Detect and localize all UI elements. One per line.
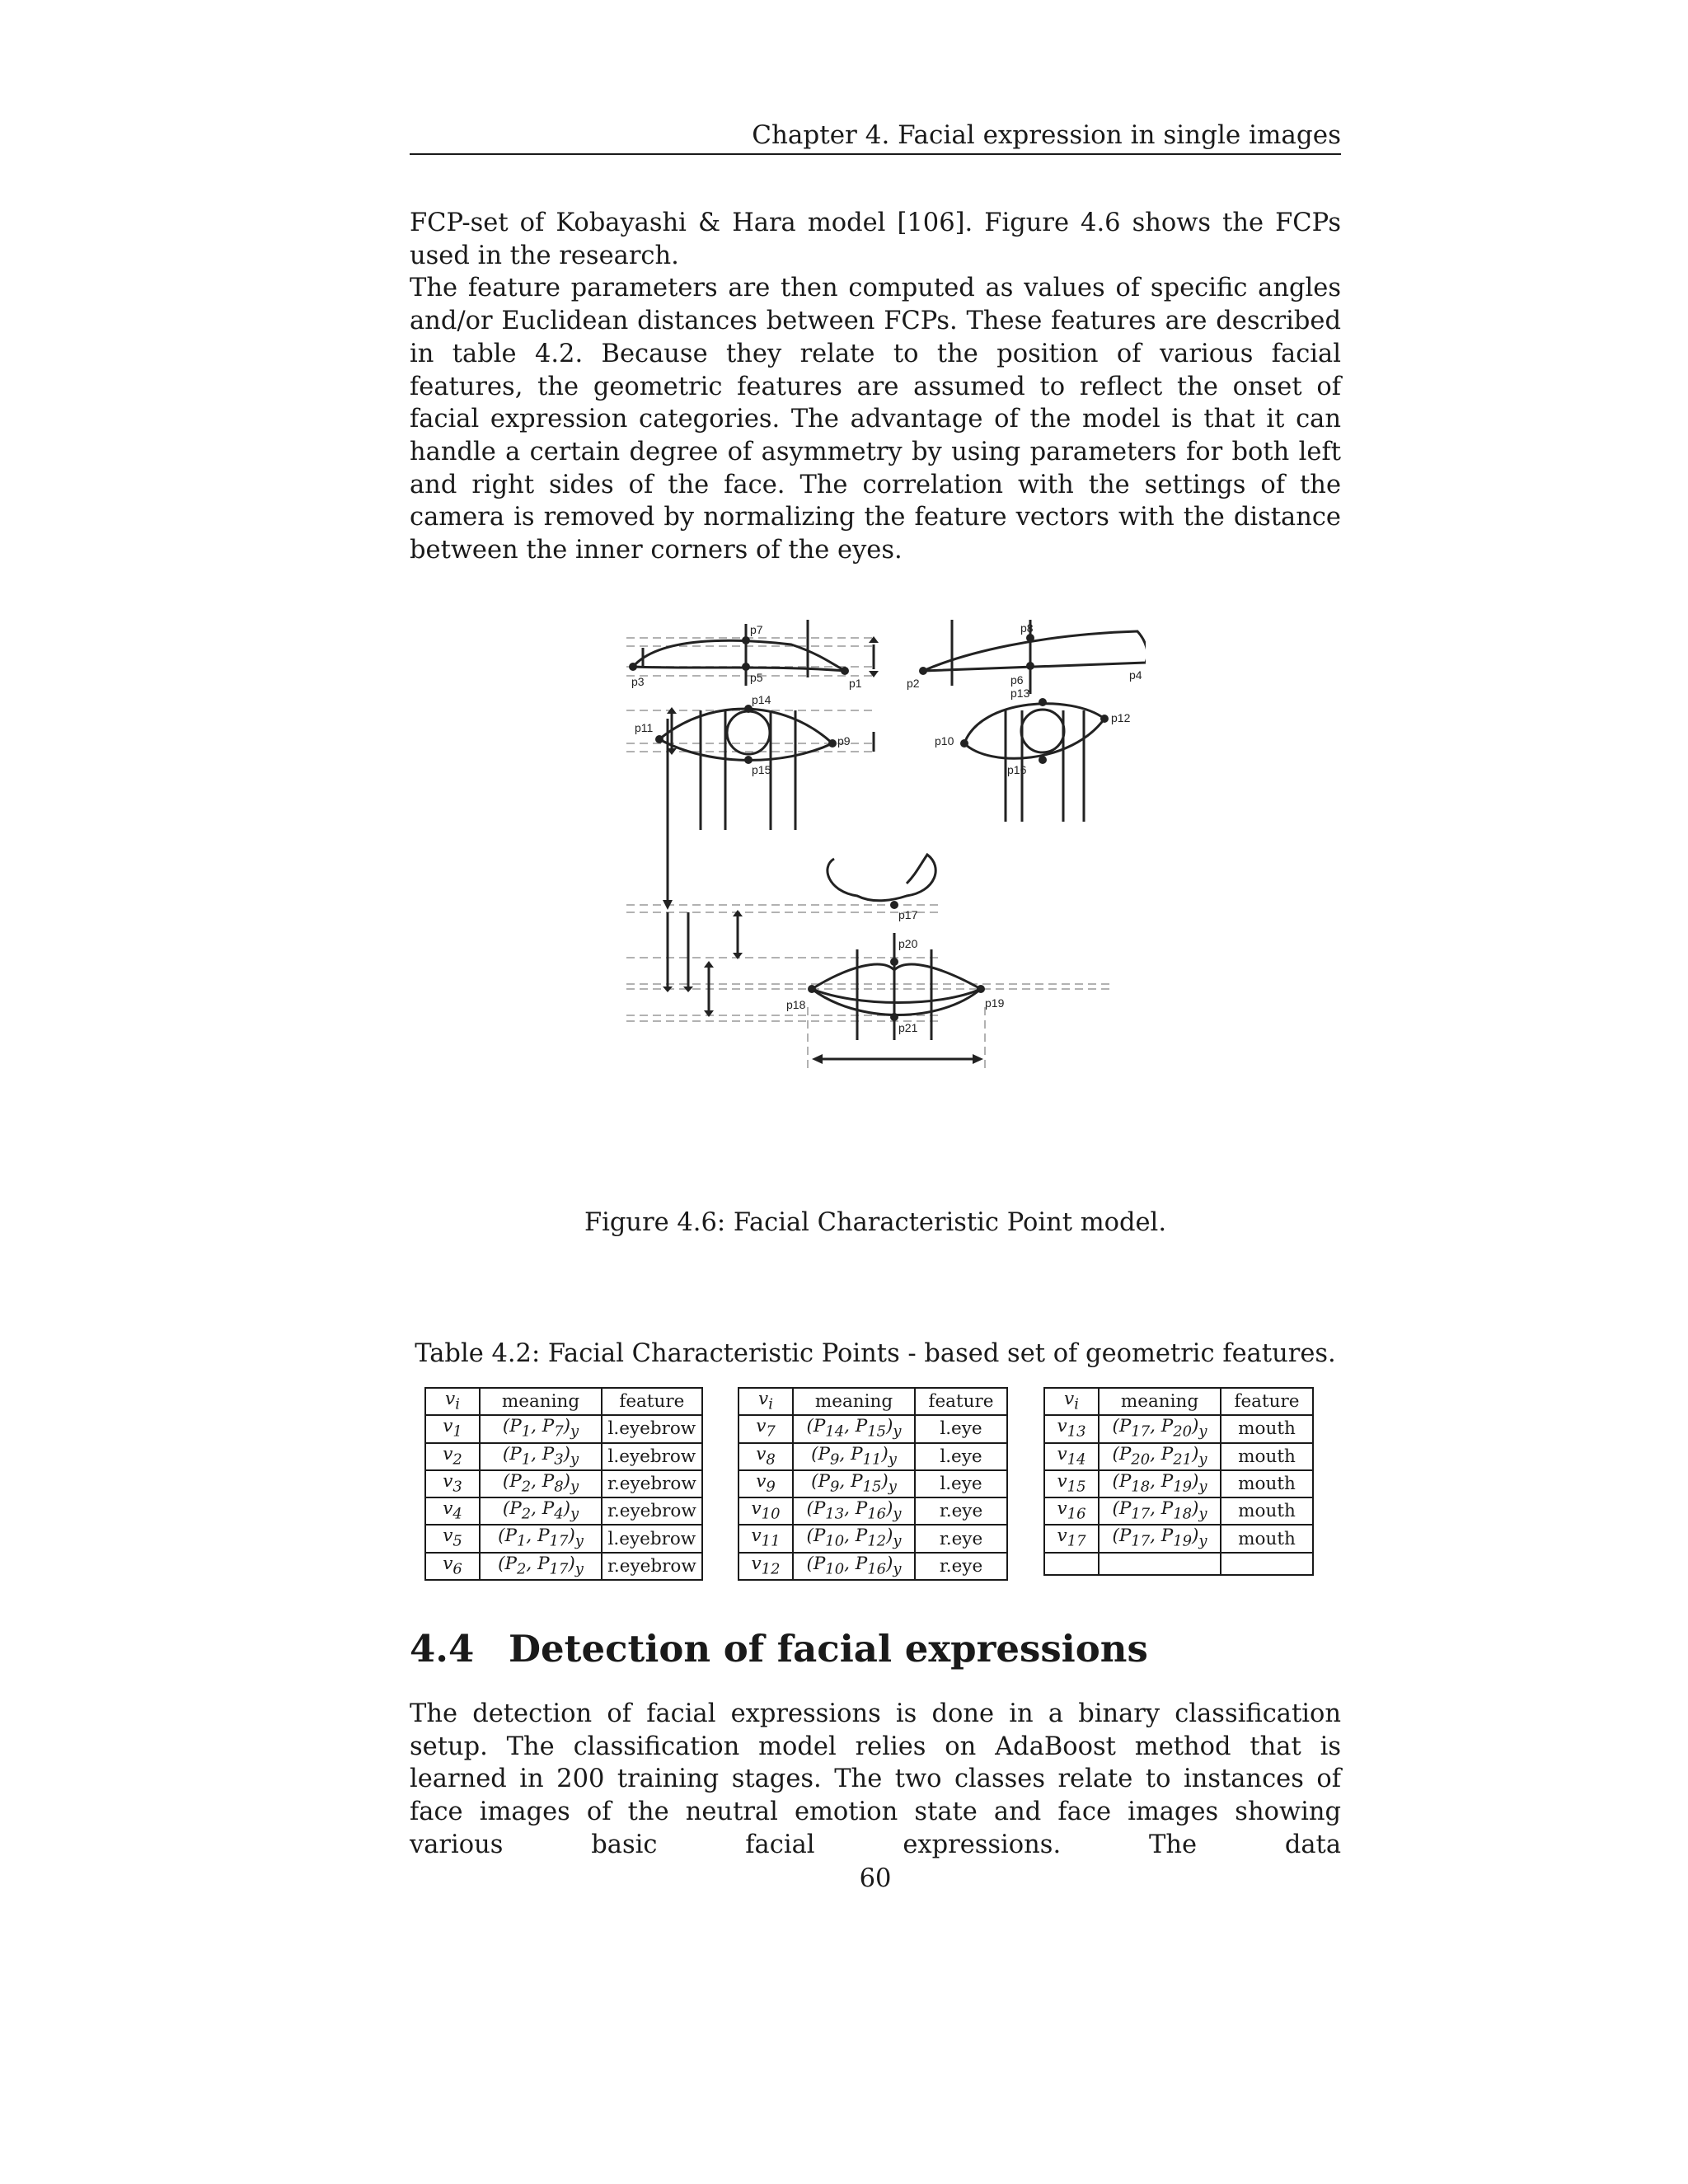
table-cell-meaning: ($P_{17}$, $P_{19})_y$ [1099,1525,1221,1552]
table-caption: Table 4.2: Facial Characteristic Points - based set of geometric features. [415,1339,1336,1368]
table-cell-feature: r.eye [915,1553,1007,1580]
table-header-cell: meaning [793,1388,915,1415]
table-cell-v: $v_{11}$ [738,1525,793,1552]
table-cell-v: $v_{16}$ [1044,1497,1099,1525]
table-row [1044,1443,1313,1470]
fcp-label: p20 [898,937,918,950]
table-cell-v: $v_7$ [738,1415,793,1442]
fcp-label: p8 [1020,621,1034,635]
feature-table-block-c [1043,1387,1314,1576]
fcp-label: p2 [907,677,920,690]
table-row [1044,1497,1313,1525]
table-cell-feature: l.eye [915,1443,1007,1470]
table-header-row [1044,1388,1313,1415]
section-title: Detection of facial expressions [509,1627,1148,1671]
fcp-label: p6 [1010,673,1024,687]
table-cell-feature: r.eye [915,1497,1007,1525]
table-row [425,1443,702,1470]
table-cell-meaning: ($P_{14}$, $P_{15})_y$ [793,1415,915,1442]
fcp-label: p19 [985,996,1005,1010]
table-row [738,1497,1007,1525]
fcp-label: p15 [752,763,771,776]
table-cell-v: $v_2$ [425,1443,480,1470]
table-cell-feature [1221,1553,1313,1575]
fcp-label: p3 [631,675,645,688]
table-row [738,1553,1007,1580]
fcp-label: p14 [752,693,771,706]
fcp-label: p1 [849,677,862,690]
fcp-label: p21 [898,1021,918,1034]
table-cell-feature: mouth [1221,1443,1313,1470]
table-cell-feature: mouth [1221,1525,1313,1552]
fcp-label: p7 [750,623,763,636]
fcp-label: p11 [635,721,654,734]
table-cell-v: $v_{17}$ [1044,1525,1099,1552]
page-number: 60 [859,1864,892,1893]
fcp-figure [610,620,1146,1081]
table-row [738,1470,1007,1497]
table-row [425,1470,702,1497]
fcp-label: p12 [1111,711,1131,724]
fcp-label: p18 [786,998,806,1011]
figure-caption: Figure 4.6: Facial Characteristic Point model. [584,1208,1167,1237]
table-cell-feature: mouth [1221,1497,1313,1525]
table-cell-meaning: ($P_{10}$, $P_{16})_y$ [793,1553,915,1580]
table-cell-feature: r.eyebrow [602,1553,702,1580]
table-row [425,1415,702,1442]
table-cell-v: $v_{13}$ [1044,1415,1099,1442]
table-cell-feature: mouth [1221,1470,1313,1497]
fcp-label: p13 [1010,687,1030,700]
table-row [425,1553,702,1580]
fcp-label: p5 [750,671,763,684]
table-row [1044,1470,1313,1497]
table-header-cell: feature [915,1388,1007,1415]
table-cell-meaning [1099,1553,1221,1575]
table-cell-feature: l.eyebrow [602,1525,702,1552]
intro-paragraphs [410,207,1341,567]
face-diagram [610,620,1146,1081]
table-cell-feature: mouth [1221,1415,1313,1442]
section-heading [410,1628,1341,1671]
table-cell-feature: r.eye [915,1525,1007,1552]
paragraph: The detection of facial expressions is done in a binary classification setup. The classification model relies on AdaBoost method that is learned in 200 training stages. The two classes relate to instances of face images of the neutral emotion state and face images showing various basic facial expressions. The data [410,1699,1341,1859]
table-header-cell: $v_i$ [425,1388,480,1415]
header-rule [410,153,1341,155]
table-cell-feature: r.eyebrow [602,1497,702,1525]
table-cell-meaning: ($P_1$, $P_{17})_y$ [480,1525,602,1552]
feature-table-block-a [424,1387,703,1581]
table-cell-meaning: ($P_1$, $P_3)_y$ [480,1443,602,1470]
table-row [425,1525,702,1552]
table-cell-meaning: ($P_2$, $P_4)_y$ [480,1497,602,1525]
paragraph: The feature parameters are then computed as values of specific angles and/or Euclidean distances between FCPs. These features are described in table 4.2. Because they relate to the position of various facial features, the geometric features are assumed to reflect the onset of facial expression categories. The advantage of the model is that it can handle a certain degree of asymmetry by using parameters for both left and right sides of the face. The correlation with the settings of the camera is removed by normalizing the feature vectors with the distance between the inner corners of the eyes. [410,274,1341,565]
table-cell-v: $v_8$ [738,1443,793,1470]
table-row [738,1525,1007,1552]
table-cell-v: $v_3$ [425,1470,480,1497]
fcp-label: p10 [935,734,954,748]
table-header-cell: meaning [1099,1388,1221,1415]
table-cell-meaning: ($P_9$, $P_{15})_y$ [793,1470,915,1497]
table-cell-meaning: ($P_{18}$, $P_{19})_y$ [1099,1470,1221,1497]
paragraph: FCP-set of Kobayashi & Hara model [106]. Figure 4.6 shows the FCPs used in the research. [410,209,1341,270]
table-cell-v: $v_{14}$ [1044,1443,1099,1470]
table-header-cell: $v_i$ [1044,1388,1099,1415]
table-cell-meaning: ($P_2$, $P_{17})_y$ [480,1553,602,1580]
table-cell-v: $v_9$ [738,1470,793,1497]
table-row [738,1443,1007,1470]
table-cell-meaning: ($P_{13}$, $P_{16})_y$ [793,1497,915,1525]
table-row [1044,1525,1313,1552]
table-cell-v [1044,1553,1099,1575]
table-header-cell: feature [1221,1388,1313,1415]
table-cell-meaning: ($P_{17}$, $P_{18})_y$ [1099,1497,1221,1525]
table-cell-v: $v_{12}$ [738,1553,793,1580]
table-cell-meaning: ($P_2$, $P_8)_y$ [480,1470,602,1497]
table-cell-feature: l.eyebrow [602,1415,702,1442]
feature-table-block-b [738,1387,1008,1581]
fcp-label: p4 [1129,668,1142,682]
section-paragraphs [410,1698,1341,1862]
table-cell-v: $v_4$ [425,1497,480,1525]
table-cell-feature: r.eyebrow [602,1470,702,1497]
section-number: 4.4 [410,1627,475,1671]
fcp-label: p17 [898,908,918,921]
table-header-cell: $v_i$ [738,1388,793,1415]
table-header-cell: meaning [480,1388,602,1415]
table-cell-feature: l.eyebrow [602,1443,702,1470]
table-row [1044,1553,1313,1575]
table-cell-v: $v_{10}$ [738,1497,793,1525]
table-row [1044,1415,1313,1442]
table-row [738,1415,1007,1442]
fcp-label: p9 [837,734,851,748]
table-row [425,1497,702,1525]
table-cell-meaning: ($P_{17}$, $P_{20})_y$ [1099,1415,1221,1442]
fcp-label: p16 [1007,763,1027,776]
table-cell-meaning: ($P_1$, $P_7)_y$ [480,1415,602,1442]
table-cell-feature: l.eye [915,1470,1007,1497]
table-cell-v: $v_{15}$ [1044,1470,1099,1497]
table-cell-meaning: ($P_9$, $P_{11})_y$ [793,1443,915,1470]
running-head: Chapter 4. Facial expression in single images [752,120,1341,150]
table-cell-v: $v_5$ [425,1525,480,1552]
table-cell-v: $v_6$ [425,1553,480,1580]
table-cell-meaning: ($P_{10}$, $P_{12})_y$ [793,1525,915,1552]
table-cell-meaning: ($P_{20}$, $P_{21})_y$ [1099,1443,1221,1470]
table-cell-v: $v_1$ [425,1415,480,1442]
table-header-cell: feature [602,1388,702,1415]
table-header-row [738,1388,1007,1415]
table-cell-feature: l.eye [915,1415,1007,1442]
table-header-row [425,1388,702,1415]
